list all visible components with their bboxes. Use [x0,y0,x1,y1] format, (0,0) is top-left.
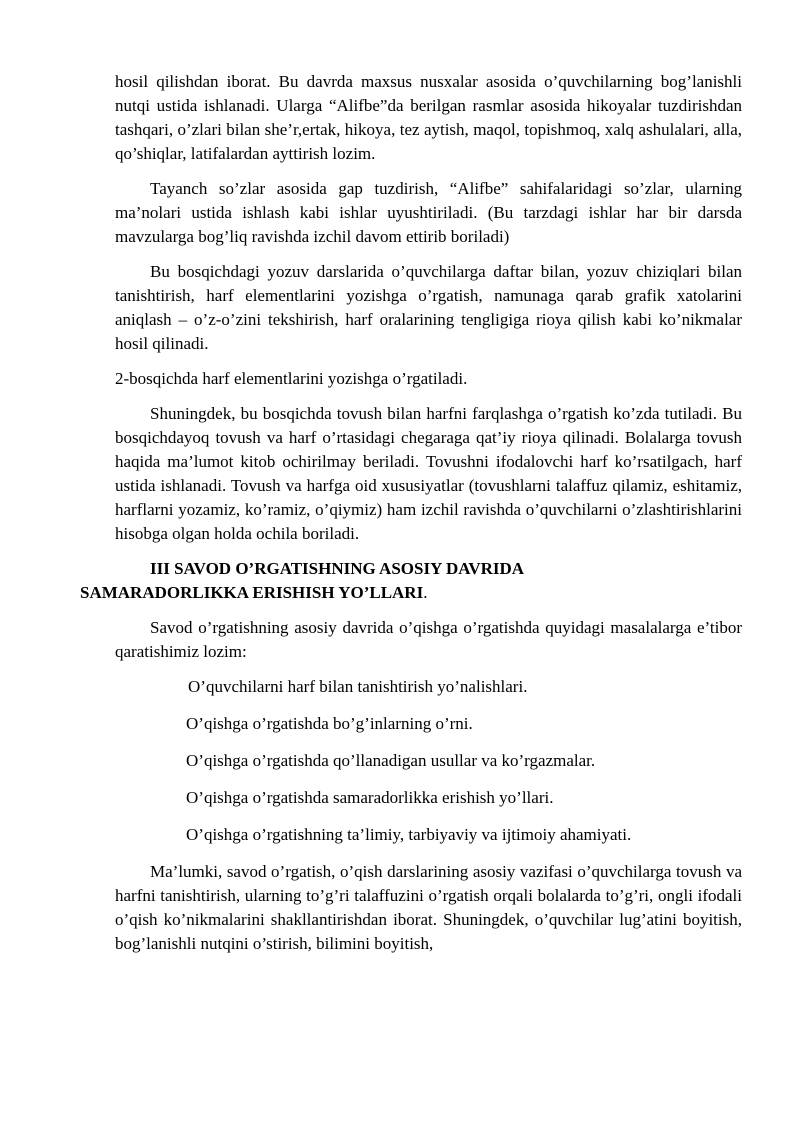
list-item: O’qishga o’rgatishda bo’g’inlarning o’rni. [186,714,473,733]
list-item: O’qishga o’rgatishda samaradorlikka erishish yo’llari. [186,788,554,807]
paragraph-malumki: Ma’lumki, savod o’rgatish, o’qish darslarining asosiy vazifasi o’quvchilarga tovush va harfni tanishtirish, ularning to’g’ri talaffuzini o’rgatish orqali bolalarda to’g’ri, ongli ifodali o’qish ko’nikmalarini shakllantirishdan iborat. Shuningdek, o’quvchilar lug’atini boyitish, bog’lanishli nutqini o’stirish, bilimini boyitish, [115,862,742,953]
section-heading-dot: . [423,583,428,602]
topic-list [115,675,742,847]
list-item: O’quvchilarni harf bilan tanishtirish yo’nalishlari. [188,677,528,696]
paragraph-yozuv-darslari: Bu bosqichdagi yozuv darslarida o’quvchilarga daftar bilan, yozuv chiziqlari bilan tanishtirish, harf elementlarini yozishga o’rgatish, namunaga qarab grafik xatolarini aniqlash – o’z-o’zini tekshirish, harf oralarining tengligiga rioya qilish kabi ko’nikmalar hosil qilinadi. [115,262,742,353]
list-item: O’qishga o’rgatishning ta’limiy, tarbiyaviy va ijtimoiy ahamiyati. [186,825,632,844]
section-heading-line-1: III SAVOD O’RGATISHNING ASOSIY DAVRIDA [150,559,525,578]
paragraph-asosiy-davr: Savod o’rgatishning asosiy davrida o’qishga o’rgatishda quyidagi masalalarga e’tibor qaratishimiz lozim: [115,618,742,661]
paragraph-tayanch: Tayanch so’zlar asosida gap tuzdirish, “Alifbe” sahifalaridagi so’zlar, ularning ma’nolari ustida ishlash kabi ishlar uyushtiriladi. (Bu tarzdagi ishlar har bir darsda mavzularga bog’liq ravishda izchil davom ettirib boriladi) [115,179,742,246]
paragraph-bosqich-2: 2-bosqichda harf elementlarini yozishga o’rgatiladi. [115,369,468,388]
document-page [80,70,742,967]
section-heading-line-2: SAMARADORLIKKA ERISHISH YO’LLARI [80,583,424,602]
list-item: O’qishga o’rgatishda qo’llanadigan usullar va ko’rgazmalar. [186,751,596,770]
section-heading [80,557,742,605]
paragraph-continued: hosil qilishdan iborat. Bu davrda maxsus nusxalar asosida o’quvchilarning bog’lanishli nutqi ustida ishlanadi. Ularga “Alifbe”da berilgan rasmlar asosida hikoyalar tuzdirishdan tashqari, o’zlari bilan she’r,ertak, hikoya, tez aytish, maqol, topishmoq, xalq ashulalari, alla, qo’shiqlar, latifalardan ayttirish lozim. [115,72,742,163]
paragraph-tovush-harf: Shuningdek, bu bosqichda tovush bilan harfni farqlashga o’rgatish ko’zda tutiladi. Bu bosqichdayoq tovush va harf o’rtasidagi chegaraga qat’iy rioya qilinadi. Bolalarga tovush haqida ma’lumot kitob ochirilmay beriladi. Tovushni ifodalovchi harf ko’rsatilgach, harf ustida ishlanadi. Tovush va harfga oid xususiyatlar (tovushlarni talaffuz qilamiz, eshitamiz, harflarni yozamiz, ko’ramiz, o’qiymiz) ham izchil ravishda o’quvchilarni o’zlashtirishlarini hisobga olgan holda ochila boriladi. [115,404,742,543]
